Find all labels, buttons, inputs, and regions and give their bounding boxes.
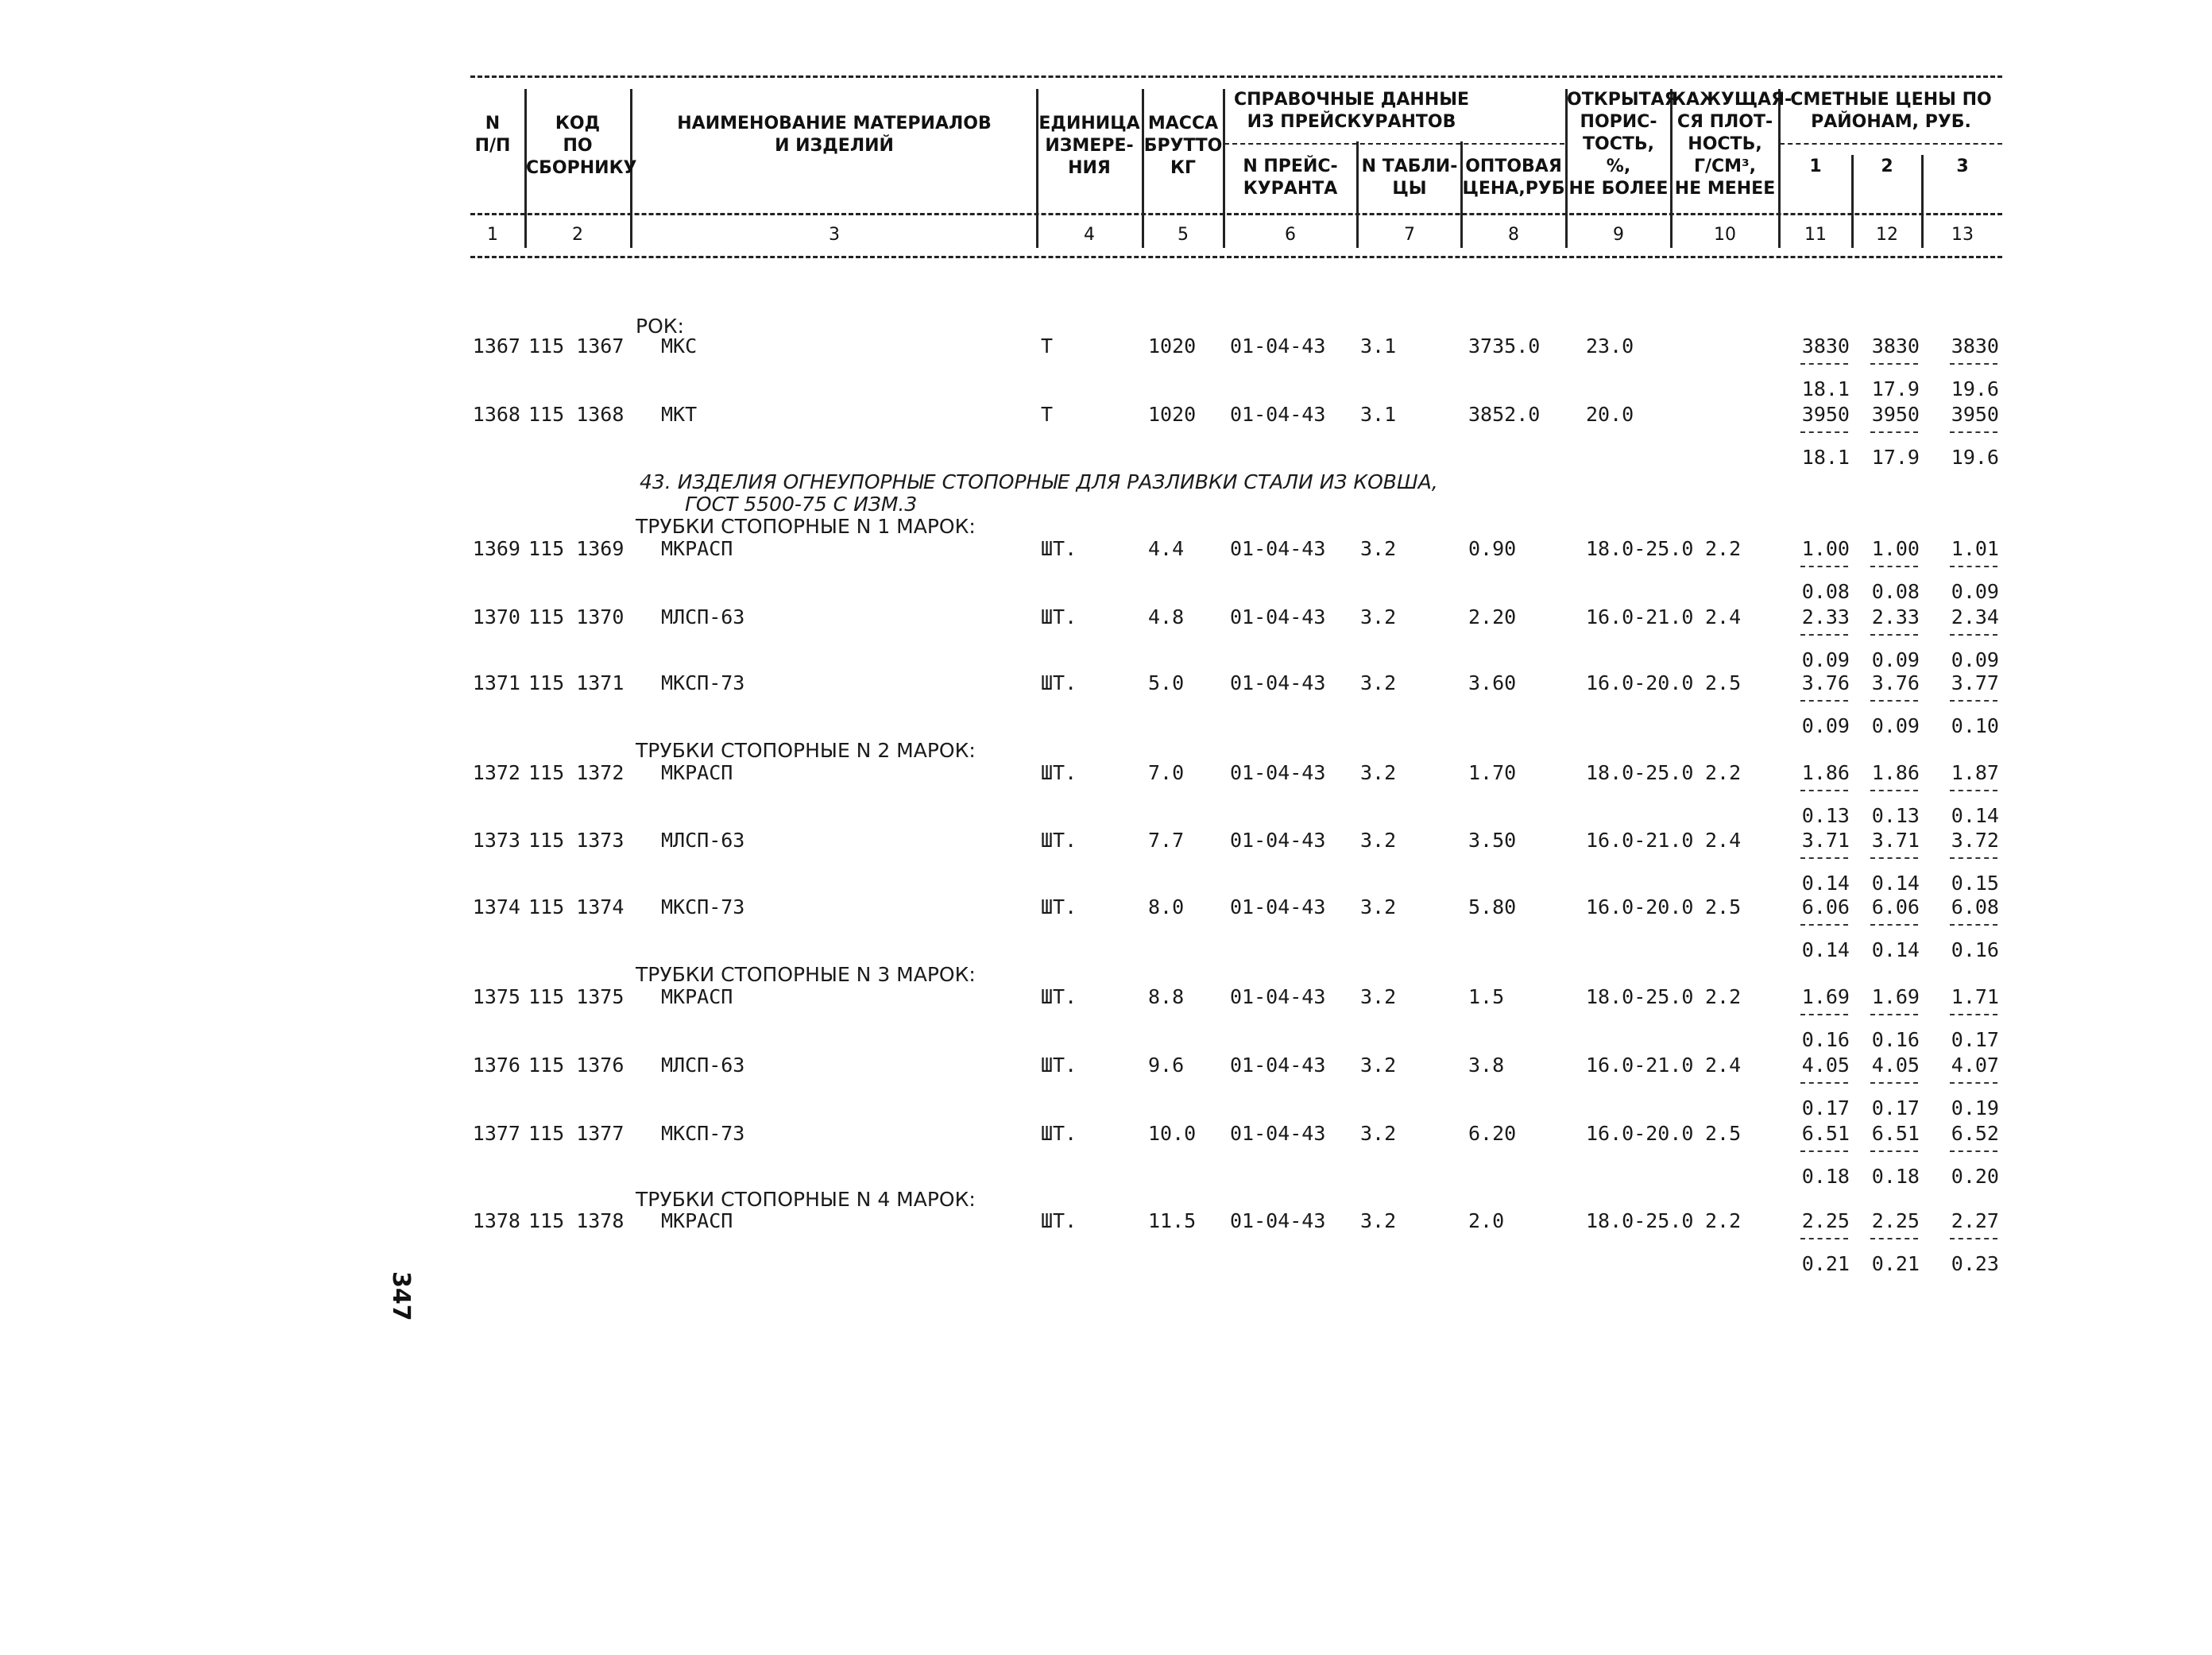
cell-p1: 3950 <box>1801 403 1850 426</box>
fraction-bar <box>1950 857 1997 859</box>
fraction-bar <box>1950 566 1997 567</box>
cell-name: МКСП-73 <box>661 1122 745 1145</box>
cell-n: 1367 <box>472 334 520 358</box>
cell-porosity: 23.0 <box>1586 334 1634 358</box>
cell-code: 115 1369 <box>528 537 625 560</box>
cell-code: 115 1376 <box>528 1054 625 1077</box>
header-col-table: N ТАБЛИ- ЦЫ <box>1361 157 1458 199</box>
cell-density: 2.5 <box>1705 895 1742 918</box>
cell-p1: 1.86 <box>1801 761 1850 784</box>
fraction-bar <box>1950 1082 1997 1084</box>
cell-n: 1372 <box>472 761 520 784</box>
cell-p3: 1.01 <box>1951 537 1999 560</box>
fraction-bar <box>1870 634 1918 636</box>
cell-p1: 2.25 <box>1801 1209 1850 1232</box>
cell-q3: 0.14 <box>1951 804 1999 827</box>
cell-p2: 1.86 <box>1871 761 1920 784</box>
ref-group-subrule <box>1224 143 1564 145</box>
cell-wholesale: 3.50 <box>1468 829 1517 852</box>
cell-q1: 0.21 <box>1801 1252 1850 1275</box>
cell-p2: 3830 <box>1871 334 1920 358</box>
cell-q2: 0.09 <box>1871 714 1920 737</box>
cell-name: МКСП-73 <box>661 895 745 918</box>
cell-n: 1369 <box>472 537 520 560</box>
header-col-mass: МАССА БРУТТО КГ <box>1143 114 1223 178</box>
section-title-43-gost: ГОСТ 5500-75 С ИЗМ.3 <box>685 493 918 516</box>
cell-code: 115 1371 <box>528 671 625 694</box>
cell-n: 1370 <box>472 605 520 628</box>
header-col-wholesale: ОПТОВАЯ ЦЕНА,РУБ <box>1462 157 1565 199</box>
cell-q1: 0.14 <box>1801 938 1850 961</box>
cell-q2: 0.14 <box>1871 872 1920 895</box>
header-col-unit: ЕДИНИЦА ИЗМЕРЕ- НИЯ <box>1038 114 1140 178</box>
cell-unit: ШТ. <box>1041 605 1077 628</box>
cell-name: МКРАСП <box>661 1209 733 1232</box>
fraction-bar <box>1800 1238 1848 1239</box>
section-tube-2: ТРУБКИ СТОПОРНЫЕ N 2 МАРОК: <box>636 739 976 762</box>
cell-porosity: 20.0 <box>1586 403 1634 426</box>
fraction-bar <box>1800 700 1848 702</box>
header-region-1: 1 <box>1809 157 1822 176</box>
colnum: 11 <box>1804 225 1827 245</box>
fraction-bar <box>1800 1014 1848 1015</box>
cell-q2: 0.08 <box>1871 580 1920 603</box>
cell-density: 2.4 <box>1705 1054 1742 1077</box>
fraction-bar <box>1950 790 1997 791</box>
cell-price-list: 01-04-43 <box>1230 605 1326 628</box>
cell-density: 2.2 <box>1705 985 1742 1008</box>
cell-price-list: 01-04-43 <box>1230 829 1326 852</box>
cell-q3: 19.6 <box>1951 446 1999 469</box>
cell-p1: 3830 <box>1801 334 1850 358</box>
colnum: 4 <box>1084 225 1095 245</box>
cell-table: 3.2 <box>1360 671 1397 694</box>
cell-price-list: 01-04-43 <box>1230 671 1326 694</box>
cell-unit: ШТ. <box>1041 1054 1077 1077</box>
fraction-bar <box>1950 1238 1997 1239</box>
cell-density: 2.2 <box>1705 537 1742 560</box>
fraction-bar <box>1800 790 1848 791</box>
cell-mass: 7.0 <box>1148 761 1185 784</box>
cell-mass: 4.4 <box>1148 537 1185 560</box>
cell-n: 1378 <box>472 1209 520 1232</box>
cell-q3: 0.09 <box>1951 580 1999 603</box>
cell-unit: ШТ. <box>1041 1122 1077 1145</box>
cell-p3: 6.08 <box>1951 895 1999 918</box>
cell-wholesale: 3.8 <box>1468 1054 1505 1077</box>
colnum: 9 <box>1613 225 1624 245</box>
cell-density: 2.4 <box>1705 605 1742 628</box>
cell-n: 1368 <box>472 403 520 426</box>
cell-table: 3.2 <box>1360 1209 1397 1232</box>
cell-p2: 1.00 <box>1871 537 1920 560</box>
cell-price-list: 01-04-43 <box>1230 1209 1326 1232</box>
cell-table: 3.2 <box>1360 537 1397 560</box>
header-col-n: N П/П <box>474 114 511 156</box>
cell-mass: 8.8 <box>1148 985 1185 1008</box>
fraction-bar <box>1870 790 1918 791</box>
cell-n: 1374 <box>472 895 520 918</box>
cell-name: МЛСП-63 <box>661 829 745 852</box>
cell-q3: 0.10 <box>1951 714 1999 737</box>
cell-table: 3.2 <box>1360 985 1397 1008</box>
cell-n: 1371 <box>472 671 520 694</box>
cell-porosity: 16.0-20.0 <box>1586 671 1694 694</box>
cell-q3: 19.6 <box>1951 377 1999 400</box>
cell-mass: 4.8 <box>1148 605 1185 628</box>
cell-price-list: 01-04-43 <box>1230 1122 1326 1145</box>
cell-table: 3.1 <box>1360 334 1397 358</box>
cell-density: 2.2 <box>1705 1209 1742 1232</box>
cell-price-list: 01-04-43 <box>1230 985 1326 1008</box>
cell-unit: ШТ. <box>1041 671 1077 694</box>
cell-p1: 1.69 <box>1801 985 1850 1008</box>
cell-q2: 17.9 <box>1871 377 1920 400</box>
header-col-pricelist: N ПРЕЙС- КУРАНТА <box>1243 157 1338 199</box>
cell-q1: 18.1 <box>1801 446 1850 469</box>
cell-unit: ШТ. <box>1041 985 1077 1008</box>
cell-unit: Т <box>1041 334 1054 358</box>
fraction-bar <box>1870 1014 1918 1015</box>
cell-code: 115 1378 <box>528 1209 625 1232</box>
cell-wholesale: 6.20 <box>1468 1122 1517 1145</box>
cell-p1: 3.71 <box>1801 829 1850 852</box>
cell-price-list: 01-04-43 <box>1230 895 1326 918</box>
cell-p2: 4.05 <box>1871 1054 1920 1077</box>
cell-name: МКРАСП <box>661 985 733 1008</box>
header-region-2: 2 <box>1881 157 1893 176</box>
cell-q2: 0.14 <box>1871 938 1920 961</box>
cell-p3: 3.77 <box>1951 671 1999 694</box>
cell-mass: 1020 <box>1148 334 1197 358</box>
cell-wholesale: 5.80 <box>1468 895 1517 918</box>
cell-mass: 7.7 <box>1148 829 1185 852</box>
cell-p2: 6.06 <box>1871 895 1920 918</box>
fraction-bar <box>1800 431 1848 433</box>
section-tube-4: ТРУБКИ СТОПОРНЫЕ N 4 МАРОК: <box>636 1188 976 1211</box>
cell-p1: 6.51 <box>1801 1122 1850 1145</box>
cell-table: 3.2 <box>1360 761 1397 784</box>
cell-table: 3.2 <box>1360 829 1397 852</box>
cell-name: МКТ <box>661 403 698 426</box>
cell-wholesale: 3735.0 <box>1468 334 1541 358</box>
cell-mass: 8.0 <box>1148 895 1185 918</box>
cell-mass: 1020 <box>1148 403 1197 426</box>
cell-price-list: 01-04-43 <box>1230 1054 1326 1077</box>
cell-q1: 0.14 <box>1801 872 1850 895</box>
fraction-bar <box>1800 363 1848 365</box>
fraction-bar <box>1870 363 1918 365</box>
section-title-43: 43. ИЗДЕЛИЯ ОГНЕУПОРНЫЕ СТОПОРНЫЕ ДЛЯ РАЗЛИВКИ СТАЛИ ИЗ КОВША, <box>640 470 1438 493</box>
cell-table: 3.2 <box>1360 1122 1397 1145</box>
fraction-bar <box>1800 1150 1848 1152</box>
cell-table: 3.1 <box>1360 403 1397 426</box>
fraction-bar <box>1870 924 1918 926</box>
cell-p3: 1.87 <box>1951 761 1999 784</box>
cell-code: 115 1374 <box>528 895 625 918</box>
cell-p3: 3830 <box>1951 334 1999 358</box>
cell-p2: 3950 <box>1871 403 1920 426</box>
cell-q3: 0.23 <box>1951 1252 1999 1275</box>
cell-wholesale: 2.0 <box>1468 1209 1505 1232</box>
cell-density: 2.2 <box>1705 761 1742 784</box>
cell-code: 115 1368 <box>528 403 625 426</box>
cell-price-list: 01-04-43 <box>1230 403 1326 426</box>
cell-p3: 2.27 <box>1951 1209 1999 1232</box>
header-col-density: КАЖУЩАЯ- СЯ ПЛОТ- НОСТЬ, Г/СМ³, НЕ МЕНЕЕ <box>1672 90 1792 199</box>
header-top-rule <box>470 75 2002 78</box>
cell-price-list: 01-04-43 <box>1230 761 1326 784</box>
cell-q3: 0.19 <box>1951 1096 1999 1119</box>
cell-q1: 0.13 <box>1801 804 1850 827</box>
cell-n: 1375 <box>472 985 520 1008</box>
fraction-bar <box>1950 431 1997 433</box>
cell-name: МЛСП-63 <box>661 1054 745 1077</box>
cell-wholesale: 3.60 <box>1468 671 1517 694</box>
header-region-3: 3 <box>1956 157 1969 176</box>
cell-mass: 11.5 <box>1148 1209 1197 1232</box>
header-col-name: НАИМЕНОВАНИЕ МАТЕРИАЛОВ И ИЗДЕЛИЙ <box>677 114 992 156</box>
cell-table: 3.2 <box>1360 1054 1397 1077</box>
fraction-bar <box>1950 1014 1997 1015</box>
cell-q1: 0.08 <box>1801 580 1850 603</box>
cell-n: 1377 <box>472 1122 520 1145</box>
cell-n: 1376 <box>472 1054 520 1077</box>
fraction-bar <box>1800 566 1848 567</box>
header-ref-group: СПРАВОЧНЫЕ ДАННЫЕ ИЗ ПРЕЙСКУРАНТОВ <box>1233 90 1470 132</box>
cell-name: МКРАСП <box>661 537 733 560</box>
cell-porosity: 18.0-25.0 <box>1586 1209 1694 1232</box>
cell-q1: 0.09 <box>1801 714 1850 737</box>
cell-q2: 0.09 <box>1871 648 1920 671</box>
cell-unit: ШТ. <box>1041 537 1077 560</box>
cell-code: 115 1372 <box>528 761 625 784</box>
cell-p2: 2.25 <box>1871 1209 1920 1232</box>
fraction-bar <box>1950 924 1997 926</box>
cell-p2: 3.76 <box>1871 671 1920 694</box>
cell-wholesale: 0.90 <box>1468 537 1517 560</box>
cell-p3: 3950 <box>1951 403 1999 426</box>
cell-p2: 1.69 <box>1871 985 1920 1008</box>
fraction-bar <box>1800 1082 1848 1084</box>
cell-q2: 0.16 <box>1871 1028 1920 1051</box>
price-group-subrule <box>1780 143 2002 145</box>
cell-q2: 0.13 <box>1871 804 1920 827</box>
cell-density: 2.4 <box>1705 829 1742 852</box>
cell-code: 115 1370 <box>528 605 625 628</box>
cell-price-list: 01-04-43 <box>1230 537 1326 560</box>
cell-q2: 0.21 <box>1871 1252 1920 1275</box>
fraction-bar <box>1870 566 1918 567</box>
fraction-bar <box>1800 924 1848 926</box>
cell-mass: 9.6 <box>1148 1054 1185 1077</box>
cell-name: МКС <box>661 334 698 358</box>
cell-table: 3.2 <box>1360 605 1397 628</box>
cell-q1: 0.18 <box>1801 1165 1850 1188</box>
cell-q3: 0.16 <box>1951 938 1999 961</box>
header-col-code: КОД ПО СБОРНИКУ <box>526 114 637 178</box>
header-bottom-rule <box>470 256 2002 258</box>
fraction-bar <box>1870 700 1918 702</box>
cell-q3: 0.20 <box>1951 1165 1999 1188</box>
cell-q2: 0.17 <box>1871 1096 1920 1119</box>
cell-q3: 0.09 <box>1951 648 1999 671</box>
cell-p3: 3.72 <box>1951 829 1999 852</box>
cell-n: 1373 <box>472 829 520 852</box>
colnum: 3 <box>829 225 840 245</box>
cell-q2: 0.18 <box>1871 1165 1920 1188</box>
cell-table: 3.2 <box>1360 895 1397 918</box>
fraction-bar <box>1950 1150 1997 1152</box>
colnum: 10 <box>1714 225 1736 245</box>
fraction-bar <box>1800 634 1848 636</box>
fraction-bar <box>1950 363 1997 365</box>
fraction-bar <box>1870 431 1918 433</box>
cell-density: 2.5 <box>1705 671 1742 694</box>
cell-p2: 6.51 <box>1871 1122 1920 1145</box>
cell-wholesale: 3852.0 <box>1468 403 1541 426</box>
cell-p3: 4.07 <box>1951 1054 1999 1077</box>
cell-name: МКСП-73 <box>661 671 745 694</box>
cell-q3: 0.15 <box>1951 872 1999 895</box>
section-tube-1: ТРУБКИ СТОПОРНЫЕ N 1 МАРОК: <box>636 515 976 538</box>
cell-q1: 0.09 <box>1801 648 1850 671</box>
colnum: 5 <box>1178 225 1189 245</box>
cell-p2: 2.33 <box>1871 605 1920 628</box>
cell-q1: 0.17 <box>1801 1096 1850 1119</box>
section-tube-3: ТРУБКИ СТОПОРНЫЕ N 3 МАРОК: <box>636 963 976 986</box>
colnum: 13 <box>1951 225 1974 245</box>
cell-code: 115 1375 <box>528 985 625 1008</box>
cell-code: 115 1367 <box>528 334 625 358</box>
cell-porosity: 16.0-20.0 <box>1586 895 1694 918</box>
colnum: 7 <box>1404 225 1415 245</box>
fraction-bar <box>1950 634 1997 636</box>
cell-wholesale: 1.70 <box>1468 761 1517 784</box>
cell-unit: ШТ. <box>1041 761 1077 784</box>
cell-mass: 5.0 <box>1148 671 1185 694</box>
cell-porosity: 18.0-25.0 <box>1586 985 1694 1008</box>
cell-p1: 2.33 <box>1801 605 1850 628</box>
cell-code: 115 1373 <box>528 829 625 852</box>
colnum: 6 <box>1285 225 1296 245</box>
fraction-bar <box>1870 1238 1918 1239</box>
colnum: 8 <box>1508 225 1519 245</box>
cell-porosity: 16.0-21.0 <box>1586 829 1694 852</box>
fraction-bar <box>1800 857 1848 859</box>
fraction-bar <box>1950 700 1997 702</box>
fraction-bar <box>1870 1082 1918 1084</box>
page-number: 347 <box>387 1271 415 1321</box>
section-rok: РОК: <box>636 315 684 338</box>
cell-name: МЛСП-63 <box>661 605 745 628</box>
cell-p2: 3.71 <box>1871 829 1920 852</box>
header-col-porosity: ОТКРЫТАЯ ПОРИС- ТОСТЬ, %, НЕ БОЛЕЕ <box>1567 90 1678 199</box>
header-price-group: СМЕТНЫЕ ЦЕНЫ ПО РАЙОНАМ, РУБ. <box>1790 90 1992 132</box>
cell-unit: ШТ. <box>1041 895 1077 918</box>
cell-q2: 17.9 <box>1871 446 1920 469</box>
cell-q3: 0.17 <box>1951 1028 1999 1051</box>
cell-p3: 6.52 <box>1951 1122 1999 1145</box>
cell-q1: 18.1 <box>1801 377 1850 400</box>
cell-p3: 2.34 <box>1951 605 1999 628</box>
cell-porosity: 16.0-21.0 <box>1586 605 1694 628</box>
cell-code: 115 1377 <box>528 1122 625 1145</box>
cell-price-list: 01-04-43 <box>1230 334 1326 358</box>
colnum: 2 <box>572 225 583 245</box>
cell-porosity: 16.0-20.0 <box>1586 1122 1694 1145</box>
cell-wholesale: 2.20 <box>1468 605 1517 628</box>
cell-wholesale: 1.5 <box>1468 985 1505 1008</box>
cell-name: МКРАСП <box>661 761 733 784</box>
colnum: 12 <box>1876 225 1898 245</box>
cell-p1: 4.05 <box>1801 1054 1850 1077</box>
cell-unit: ШТ. <box>1041 829 1077 852</box>
cell-porosity: 18.0-25.0 <box>1586 761 1694 784</box>
cell-p1: 1.00 <box>1801 537 1850 560</box>
cell-p1: 3.76 <box>1801 671 1850 694</box>
fraction-bar <box>1870 1150 1918 1152</box>
fraction-bar <box>1870 857 1918 859</box>
cell-p3: 1.71 <box>1951 985 1999 1008</box>
cell-porosity: 16.0-21.0 <box>1586 1054 1694 1077</box>
cell-q1: 0.16 <box>1801 1028 1850 1051</box>
cell-porosity: 18.0-25.0 <box>1586 537 1694 560</box>
cell-p1: 6.06 <box>1801 895 1850 918</box>
cell-unit: ШТ. <box>1041 1209 1077 1232</box>
cell-unit: Т <box>1041 403 1054 426</box>
colnum: 1 <box>487 225 498 245</box>
header-middle-rule <box>470 213 2002 215</box>
cell-density: 2.5 <box>1705 1122 1742 1145</box>
cell-mass: 10.0 <box>1148 1122 1197 1145</box>
